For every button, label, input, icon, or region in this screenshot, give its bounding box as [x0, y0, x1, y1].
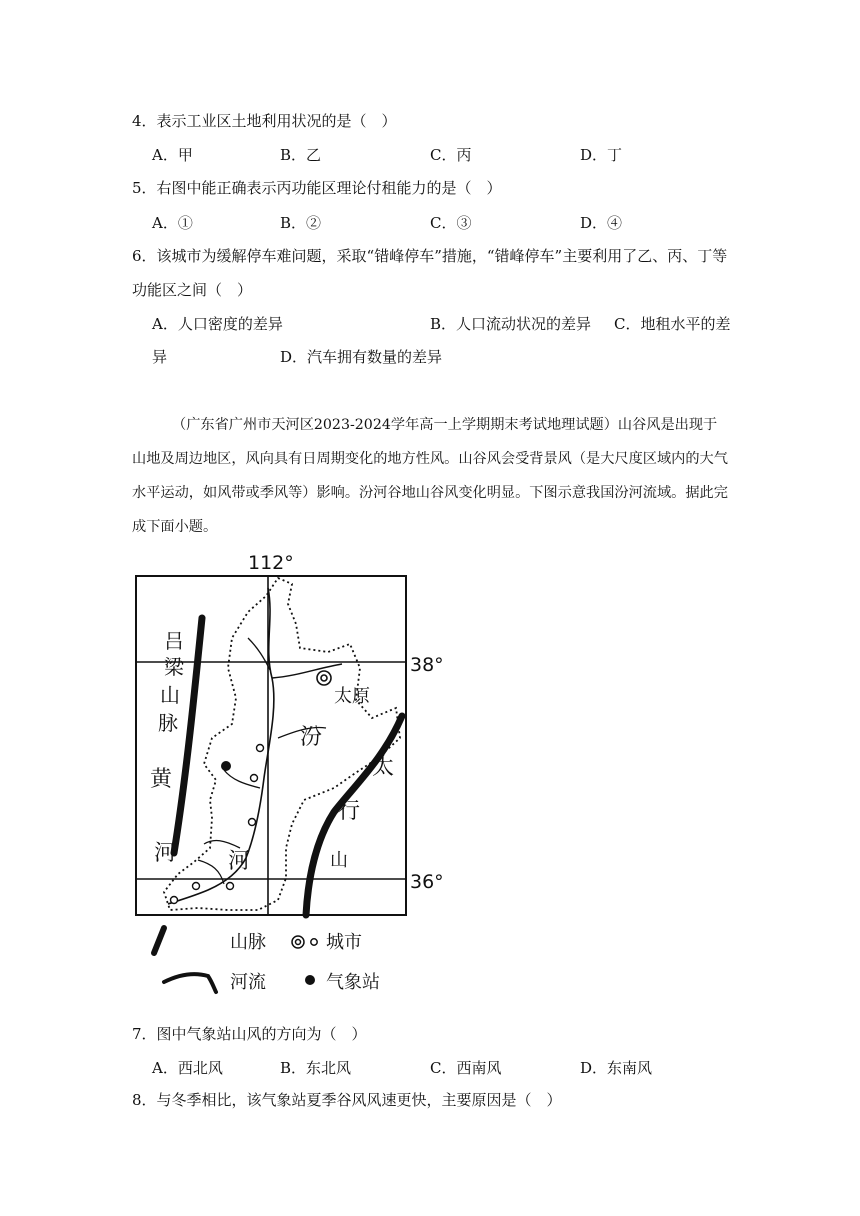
question-4-stem: 4．表示工业区土地利用状况的是（ ） — [132, 112, 397, 130]
q6-option-a: A．人口密度的差异 — [152, 315, 283, 333]
city-marker — [171, 897, 178, 904]
lat-36-label: 36° — [410, 871, 444, 893]
legend-river-label: 河流 — [230, 972, 266, 993]
lvliang-mountains — [174, 618, 202, 853]
lvliang-label-1: 吕 — [164, 629, 184, 653]
question-5-stem: 5．右图中能正确表示丙功能区理论付租能力的是（ ） — [132, 179, 502, 197]
q7-option-a: A．西北风 — [152, 1059, 223, 1077]
q6-option-c: C．地租水平的差 — [614, 315, 731, 333]
q5-option-a: A．① — [152, 214, 193, 232]
taiyuan-city-symbol — [317, 671, 331, 685]
taihang-label-2: 行 — [338, 799, 361, 824]
legend-city-icon — [292, 936, 317, 948]
q5-option-c: C．③ — [430, 214, 472, 232]
question-8-stem: 8．与冬季相比，该气象站夏季谷风风速更快，主要原因是（ ） — [132, 1091, 562, 1109]
taihang-label-3: 山 — [330, 850, 348, 871]
q6-option-b: B．人口流动状况的差异 — [430, 315, 592, 333]
taiyuan-label: 太原 — [334, 686, 370, 707]
fen-label: 汾 — [300, 725, 323, 750]
lvliang-label-4: 脉 — [158, 711, 178, 735]
lvliang-label-3: 山 — [160, 683, 180, 707]
legend-mountain-icon — [154, 928, 164, 953]
weather-station-marker — [221, 761, 231, 771]
legend-station-icon — [305, 975, 315, 985]
passage-text: （广东省广州市天河区2023-2024学年高一上学期期末考试地理试题）山谷风是出现于山地及周边地区，风向具有日周期变化的地方性风。山谷风会受背景风（是大尺度区域内的大气水平运动，如风带或季风等）影响。汾河谷地山谷风变化明显。下图示意我国汾河流域。据此完成下面小题。 — [132, 417, 728, 535]
legend-mountain-label: 山脉 — [230, 932, 266, 953]
taihang-label-1: 太 — [372, 755, 395, 780]
q4-option-a: A．甲 — [152, 146, 193, 164]
city-marker — [249, 819, 256, 826]
city-marker — [257, 745, 264, 752]
passage — [132, 408, 730, 544]
city-marker — [251, 775, 258, 782]
legend-city-label: 城市 — [326, 932, 362, 953]
lat-38-label: 38° — [410, 654, 444, 676]
huang-he-label: 河 — [154, 841, 177, 866]
question-6-stem-line1: 6．该城市为缓解停车难问题，采取“错峰停车”措施，“错峰停车”主要利用了乙、丙、丁等 — [132, 247, 728, 265]
longitude-label: 112° — [248, 552, 294, 574]
city-marker — [227, 883, 234, 890]
huang-label: 黄 — [150, 767, 173, 792]
city-marker — [193, 883, 200, 890]
lvliang-label-2: 梁 — [164, 655, 184, 679]
question-7-stem: 7．图中气象站山风的方向为（ ） — [132, 1025, 367, 1043]
q5-option-d: D．④ — [580, 214, 623, 232]
question-6-stem-line2: 功能区之间（ ） — [132, 281, 253, 299]
q7-option-d: D．东南风 — [580, 1059, 653, 1077]
q4-option-b: B．乙 — [280, 146, 322, 164]
map-frame — [136, 576, 406, 915]
fen-river-map — [128, 548, 444, 1000]
q7-option-b: B．东北风 — [280, 1059, 352, 1077]
legend-river-icon — [164, 974, 216, 992]
fen-tributary-2 — [248, 638, 270, 670]
q4-option-d: D．丁 — [580, 146, 623, 164]
q5-option-b: B．② — [280, 214, 322, 232]
q6-option-c-wrap: 异 — [152, 348, 168, 366]
legend-station-label: 气象站 — [326, 972, 380, 993]
fen-he-label: 河 — [228, 849, 251, 874]
q4-option-c: C．丙 — [430, 146, 472, 164]
fen-tributary-6 — [198, 860, 224, 884]
q7-option-c: C．西南风 — [430, 1059, 502, 1077]
q6-option-d: D．汽车拥有数量的差异 — [280, 348, 443, 366]
